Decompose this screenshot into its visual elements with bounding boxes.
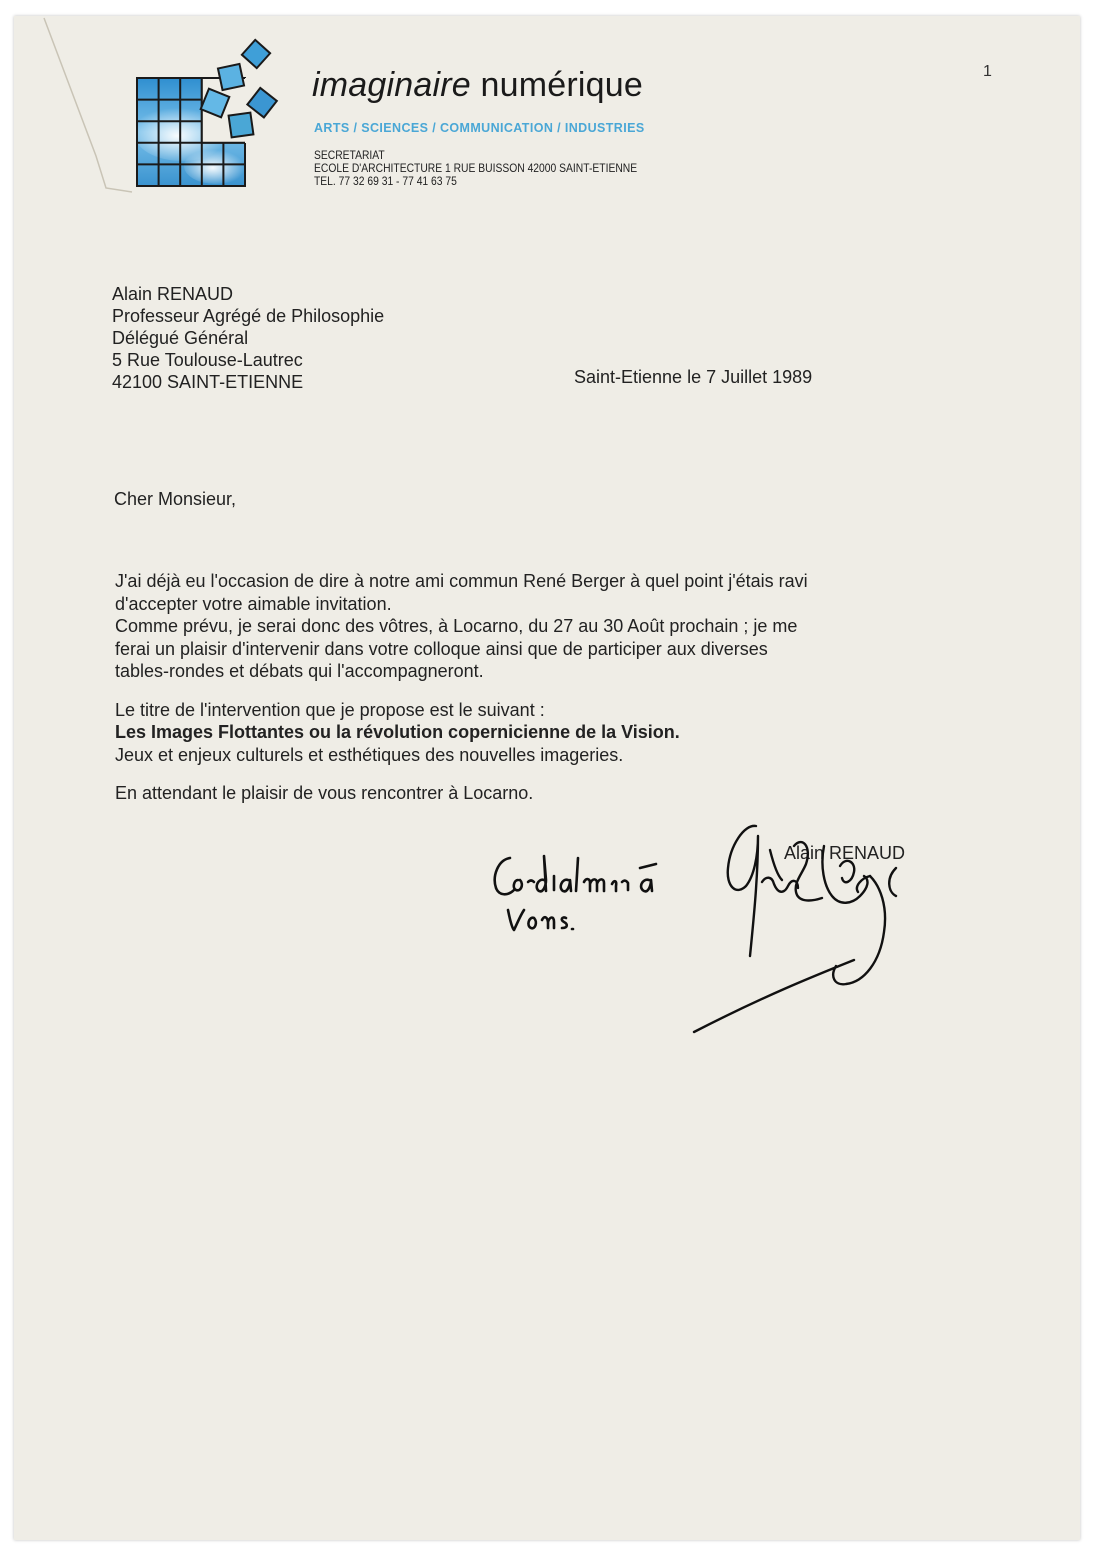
body-line: Le titre de l'intervention que je propose est le suivant : bbox=[115, 699, 545, 720]
secretariat-phone: TEL. 77 32 69 31 - 77 41 63 75 bbox=[314, 174, 457, 188]
page-number: 1 bbox=[983, 63, 992, 80]
organization-name bbox=[312, 66, 643, 105]
body-line: En attendant le plaisir de vous rencontrer à Locarno. bbox=[115, 783, 534, 803]
letter-body bbox=[115, 570, 1015, 805]
secretariat-address: ECOLE D'ARCHITECTURE 1 RUE BUISSON 42000 SAINT-ETIENNE bbox=[314, 161, 638, 175]
sender-role: Délégué Général bbox=[112, 328, 249, 348]
organization-name-rest: numérique bbox=[480, 66, 643, 104]
secretariat-label: SECRETARIAT bbox=[314, 148, 385, 162]
body-line: tables-rondes et débats qui l'accompagneront. bbox=[115, 661, 484, 681]
body-line: Jeux et enjeux culturels et esthétiques des nouvelles imageries. bbox=[115, 744, 624, 765]
printed-signature-name: Alain RENAUD bbox=[784, 843, 906, 863]
signature-mark bbox=[674, 806, 914, 1036]
body-line: Comme prévu, je serai donc des vôtres, à Locarno, du 27 au 30 Août prochain ; je me bbox=[115, 616, 798, 636]
sender-city: 42100 SAINT-ETIENNE bbox=[112, 372, 304, 392]
handwritten-closing bbox=[484, 836, 694, 946]
body-line: J'ai déjà eu l'occasion de dire à notre ami commun René Berger à quel point j'étais ravi bbox=[115, 571, 808, 591]
letter-page bbox=[14, 16, 1080, 1540]
body-line: ferai un plaisir d'intervenir dans votre colloque ainsi que de participer aux diverses bbox=[115, 638, 768, 659]
secretariat-block bbox=[314, 149, 637, 188]
sender-title: Professeur Agrégé de Philosophie bbox=[112, 306, 385, 326]
organization-tagline: ARTS / SCIENCES / COMMUNICATION / INDUSTRIES bbox=[314, 121, 645, 135]
logo-icon bbox=[134, 38, 299, 208]
organization-name-italic: imaginaire bbox=[312, 66, 471, 104]
body-line: d'accepter votre aimable invitation. bbox=[115, 593, 392, 614]
salutation: Cher Monsieur, bbox=[114, 489, 237, 509]
intervention-title: Les Images Flottantes ou la révolution copernicienne de la Vision. bbox=[115, 722, 680, 742]
sender-name: Alain RENAUD bbox=[112, 284, 234, 304]
sender-address-block bbox=[112, 283, 384, 393]
sender-street: 5 Rue Toulouse-Lautrec bbox=[112, 350, 303, 370]
letter-date: Saint-Etienne le 7 Juillet 1989 bbox=[574, 367, 813, 387]
